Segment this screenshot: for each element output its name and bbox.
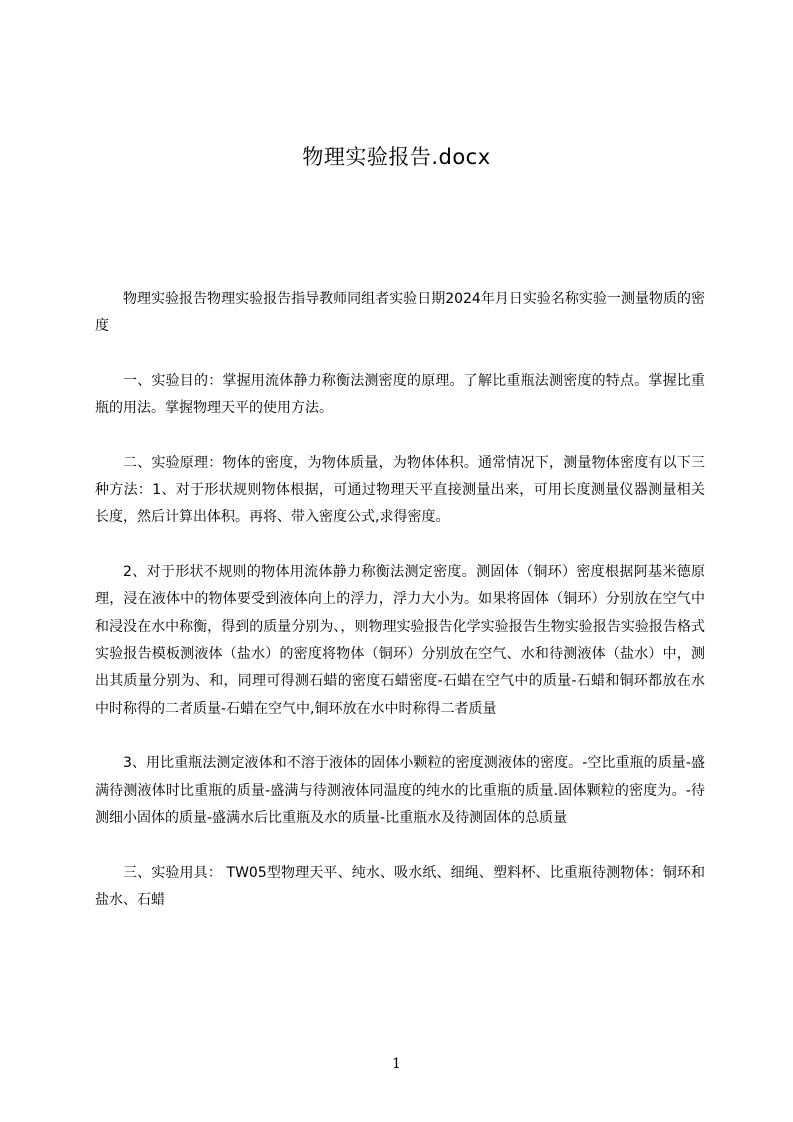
document-title: 物理实验报告.docx [302,145,491,169]
document-body [95,286,705,941]
page-number: 1 [392,1056,401,1072]
paragraph-pycnometer-method: 3、用比重瓶法测定液体和不溶于液体的固体小颗粒的密度测液体的密度。-空比重瓶的质量-盛满待测液体时比重瓶的质量-盛满与待测液体同温度的纯水的比重瓶的质量.固体颗粒的密度为。-待测细小固体的质量-盛满水后比重瓶及水的质量-比重瓶水及待测固体的总质量 [95,755,705,827]
paragraph-principle: 二、实验原理：物体的密度，为物体质量，为物体体积。通常情况下，测量物体密度有以下三种方法：1、对于形状规则物体根据，可通过物理天平直接测量出来，可用长度测量仪器测量相关长度，然后计算出体积。再将、带入密度公式,求得密度。 [95,454,705,526]
paragraph-purpose: 一、实验目的：掌握用流体静力称衡法测密度的原理。了解比重瓶法测密度的特点。掌握比重瓶的用法。掌握物理天平的使用方法。 [95,372,705,417]
paragraph-intro: 物理实验报告物理实验报告指导教师同组者实验日期2024年月日实验名称实验一测量物质的密度 [95,291,705,335]
paragraph-equipment: 三、实验用具： TW05型物理天平、纯水、吸水纸、细绳、塑料杯、比重瓶待测物体：铜环和盐水、石蜡 [95,864,705,908]
paragraph-irregular-objects: 2、对于形状不规则的物体用流体静力称衡法测定密度。测固体（铜环）密度根据阿基米德原理，浸在液体中的物体要受到液体向上的浮力，浮力大小为。如果将固体（铜环）分别放在空气中和浸没在水中称衡，得到的质量分别为、，则物理实验报告化学实验报告生物实验报告实验报告格式实验报告模板测液体（盐水）的密度将物体（铜环）分别放在空气、水和待测液体（盐水）中，测出其质量分别为、和，同理可得测石蜡的密度石蜡密度-石蜡在空气中的质量-石蜡和铜环都放在水中时称得的二者质量-石蜡在空气中,铜环放在水中时称得二者质量 [95,563,705,717]
